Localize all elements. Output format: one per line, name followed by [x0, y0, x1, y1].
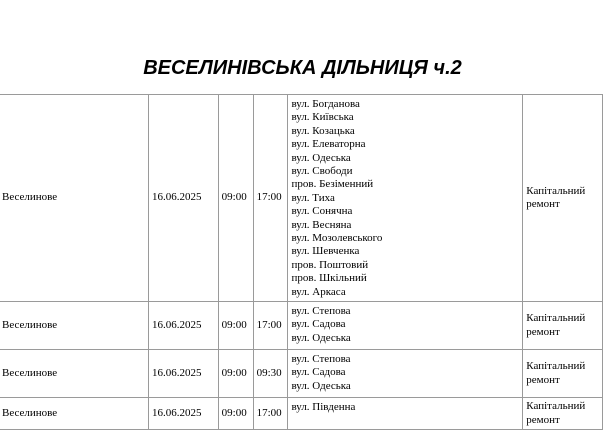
street-name: вул. Тиха	[291, 191, 335, 204]
street-name: вул. Свободи	[291, 165, 353, 178]
table-row	[0, 350, 603, 398]
outage-schedule-table	[0, 94, 603, 430]
end-time-cell: 17:00	[253, 398, 288, 430]
streets-cell	[288, 95, 523, 302]
street-name: вул. Шевченка	[291, 245, 360, 258]
start-time-cell: 09:00	[218, 398, 253, 430]
table-row	[0, 302, 603, 350]
date-cell: 16.06.2025	[148, 398, 218, 430]
street-name: вул. Мозолевського	[291, 232, 383, 245]
street-name: вул. Садова	[291, 366, 346, 379]
street-name: пров. Шкільний	[291, 272, 367, 285]
street-name: вул. Одеська	[291, 379, 351, 392]
work-type-cell: Капітальний ремонт	[523, 302, 603, 350]
end-time-cell: 09:30	[253, 350, 288, 398]
street-name: вул. Степова	[291, 353, 351, 365]
end-time-cell: 17:00	[253, 302, 288, 350]
date-cell: 16.06.2025	[148, 302, 218, 350]
start-time-cell: 09:00	[218, 302, 253, 350]
streets-cell	[288, 302, 523, 350]
table-row	[0, 95, 603, 302]
street-name: пров. Безіменний	[291, 178, 374, 191]
start-time-cell: 09:00	[218, 350, 253, 398]
locality-cell: Веселинове	[0, 398, 148, 430]
date-cell: 16.06.2025	[148, 350, 218, 398]
street-name: вул. Сонячна	[291, 205, 353, 218]
table-body	[0, 95, 603, 430]
street-name: вул. Садова	[291, 318, 346, 331]
street-name: вул. Козацька	[291, 124, 355, 137]
end-time-cell: 17:00	[253, 95, 288, 302]
street-name: вул. Київська	[291, 111, 354, 124]
street-name: вул. Одеська	[291, 151, 351, 164]
start-time-cell: 09:00	[218, 95, 253, 302]
locality-cell: Веселинове	[0, 350, 148, 398]
work-type-cell: Капітальний ремонт	[523, 95, 603, 302]
street-name: вул. Одеська	[291, 331, 351, 344]
streets-cell	[288, 398, 523, 430]
street-name: вул. Степова	[291, 305, 351, 317]
table-row	[0, 398, 603, 430]
street-name: вул. Весняна	[291, 218, 352, 231]
street-name: вул. Південна	[291, 401, 356, 413]
street-name: вул. Аркаса	[291, 285, 346, 298]
street-name: вул. Елеваторна	[291, 138, 366, 151]
street-name: пров. Поштовий	[291, 258, 369, 271]
locality-cell: Веселинове	[0, 302, 148, 350]
street-name: вул. Богданова	[291, 98, 360, 110]
date-cell: 16.06.2025	[148, 95, 218, 302]
work-type-cell: Капітальний ремонт	[523, 398, 603, 430]
locality-cell: Веселинове	[0, 95, 148, 302]
page-title: ВЕСЕЛИНІВСЬКА ДІЛЬНИЦЯ ч.2	[143, 57, 462, 79]
work-type-cell: Капітальний ремонт	[523, 350, 603, 398]
streets-cell	[288, 350, 523, 398]
